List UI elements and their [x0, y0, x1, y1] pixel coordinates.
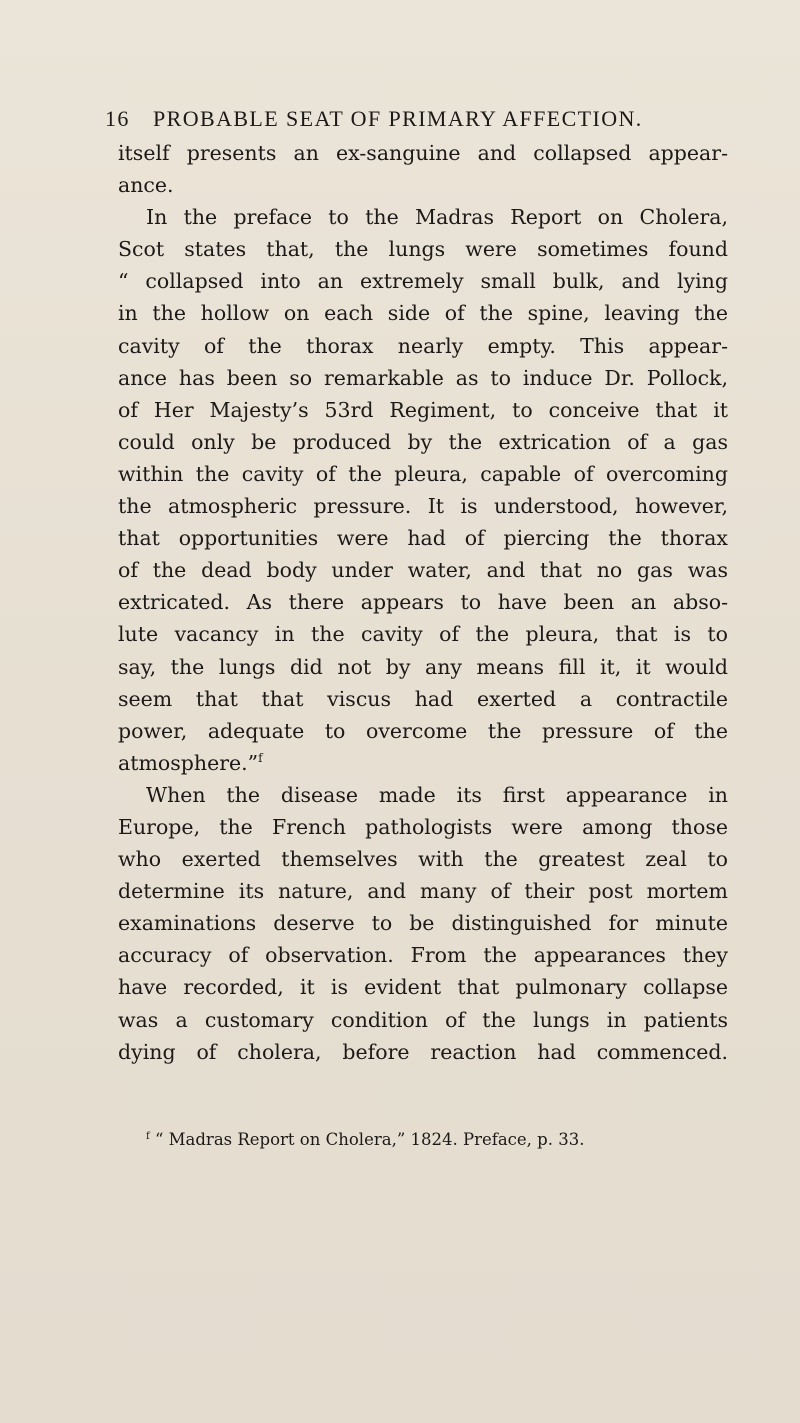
text-line-14: of the dead body under water, and that no gas was [118, 558, 728, 583]
footnote-text: “ Madras Report on Cholera,” 1824. Preface, p. 33. [154, 1130, 585, 1149]
text-line-11: within the cavity of the pleura, capable of overcoming [118, 461, 728, 486]
text-line-7: cavity of the thorax nearly empty. This appear- [118, 333, 728, 358]
text-line-5: “ collapsed into an extremely small bulk, and lying [118, 269, 728, 294]
text-line-25: examinations deserve to be distinguished for minute [118, 911, 728, 936]
text-line-4: Scot states that, the lungs were sometimes found [118, 237, 728, 262]
text-line-18: seem that that viscus had exerted a contractile [118, 686, 728, 711]
text-line-28: was a customary condition of the lungs in patients [118, 1007, 728, 1032]
text-line-19: power, adequate to overcome the pressure of the [118, 718, 728, 743]
text-line-6: in the hollow on each side of the spine, leaving the [118, 301, 728, 326]
footnote [146, 1129, 746, 1151]
text-line-16: lute vacancy in the cavity of the pleura, that is to [118, 622, 728, 647]
text-line-26: accuracy of observation. From the appearances they [118, 943, 728, 968]
text-line-9: of Her Majesty’s 53rd Regiment, to conceive that it [118, 397, 728, 422]
footnote-marker: f [146, 1131, 150, 1142]
text-line-24: determine its nature, and many of their post mortem [118, 879, 728, 904]
text-line-27: have recorded, it is evident that pulmonary collapse [118, 975, 728, 1000]
text-line-20 [118, 747, 728, 779]
page-number: 16 [105, 106, 130, 131]
text-line-10: could only be produced by the extrication of a gas [118, 429, 728, 454]
text-line-23: who exerted themselves with the greatest zeal to [118, 847, 728, 872]
text-line-1: itself presents an ex-sanguine and collapsed appear- [118, 141, 728, 165]
text-line-13: that opportunities were had of piercing the thorax [118, 526, 728, 551]
text-line-17: say, the lungs did not by any means fill it, it would [118, 654, 728, 679]
text-line-8: ance has been so remarkable as to induce Dr. Pollock, [118, 365, 728, 390]
text-line-15: extricated. As there appears to have been an abso- [118, 590, 728, 615]
text-line-2: ance. [118, 173, 174, 198]
text-line-29: dying of cholera, before reaction had commenced. [118, 1039, 728, 1064]
running-header [105, 106, 745, 136]
text-line-12: the atmospheric pressure. It is understood, however, [118, 494, 728, 519]
text-line-3: In the preface to the Madras Report on Cholera, [146, 205, 728, 230]
text-line-22: Europe, the French pathologists were among those [118, 814, 728, 839]
body-text [118, 137, 728, 1068]
text-line-20-text: atmosphere.” [118, 750, 259, 775]
running-title: PROBABLE SEAT OF PRIMARY AFFECTION. [153, 106, 643, 131]
text-line-21: When the disease made its first appearance in [146, 782, 728, 807]
footnote-reference[interactable]: f [258, 750, 263, 765]
